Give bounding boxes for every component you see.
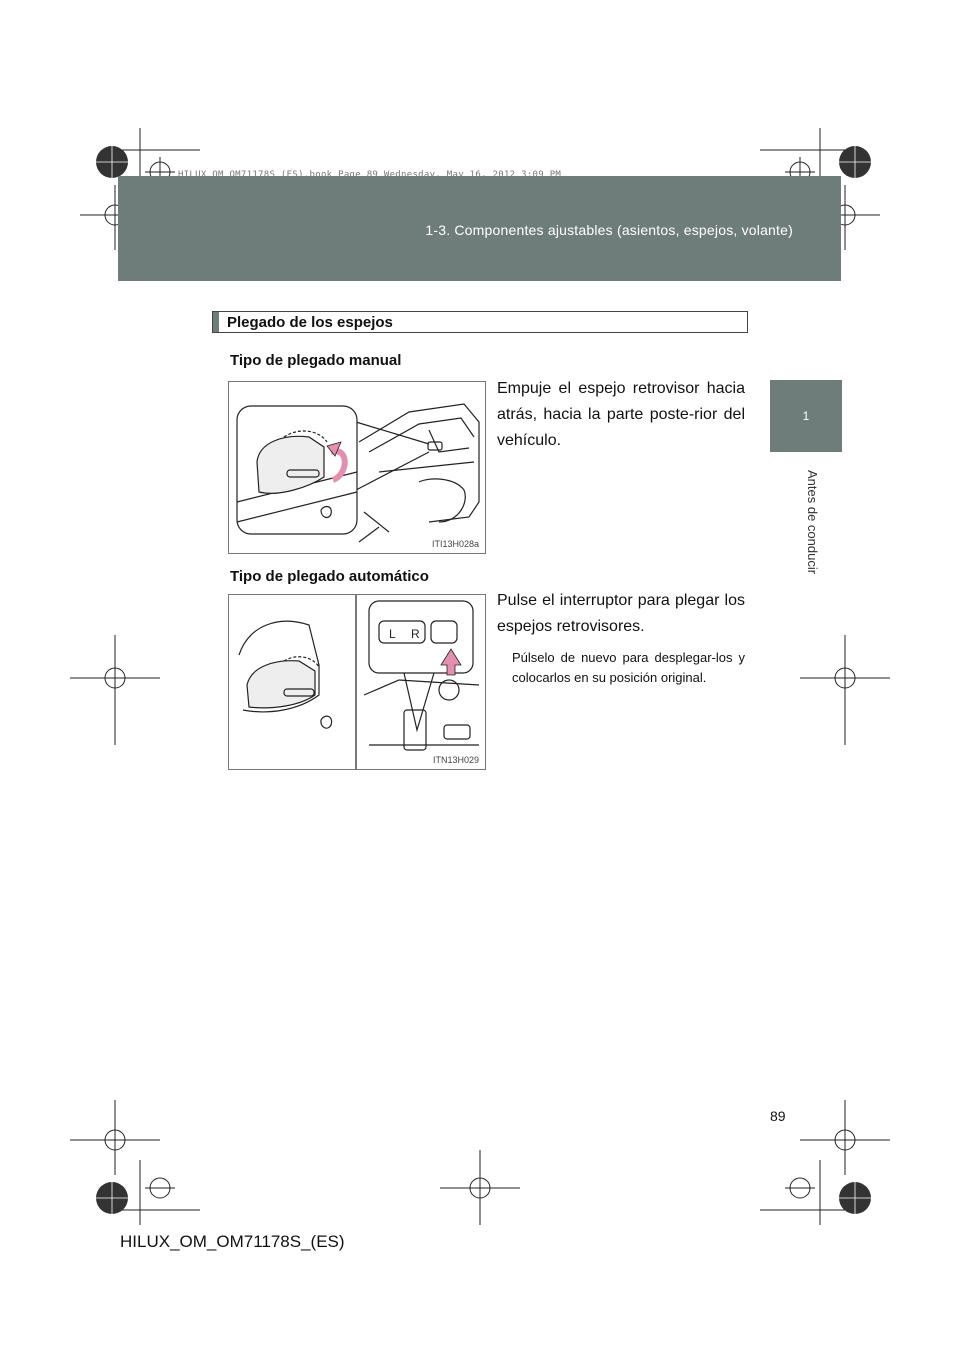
section-bar (212, 311, 748, 333)
manual-mirror-figure (228, 381, 486, 554)
page-number: 89 (770, 1108, 786, 1124)
chapter-tab (770, 380, 842, 452)
footer-code: HILUX_OM_OM71178S_(ES) (120, 1232, 345, 1251)
chapter-label: Antes de conducir (805, 470, 820, 575)
section-path: 1-3. Componentes ajustables (asientos, espejos, volante) (425, 222, 793, 238)
manual-mirror-illustration (229, 382, 485, 553)
chapter-number: 1 (802, 409, 810, 423)
automatic-mirror-illustration (229, 595, 485, 769)
manual-text: Empuje el espejo retrovisor hacia atrás, hacia la parte poste-rior del vehículo. (497, 380, 745, 449)
section-title: Plegado de los espejos (227, 314, 393, 331)
switch-right-label: R (411, 627, 420, 641)
automatic-mirror-figure (228, 594, 486, 770)
book-stamp: HILUX_OM_OM71178S_(ES).book Page 89 Wednesday, May 16, 2012 3:09 PM (178, 170, 562, 180)
automatic-figure-code: ITN13H029 (432, 755, 479, 765)
switch-left-label: L (389, 627, 396, 641)
automatic-heading: Tipo de plegado automático (230, 568, 429, 585)
automatic-text: Pulse el interruptor para plegar los espejos retrovisores. (497, 592, 745, 635)
automatic-note: Púlselo de nuevo para desplegar-los y colocarlos en su posición original. (512, 650, 745, 685)
manual-figure-code: ITI13H028a (431, 539, 479, 549)
header-band (118, 176, 841, 281)
manual-heading: Tipo de plegado manual (230, 352, 402, 369)
